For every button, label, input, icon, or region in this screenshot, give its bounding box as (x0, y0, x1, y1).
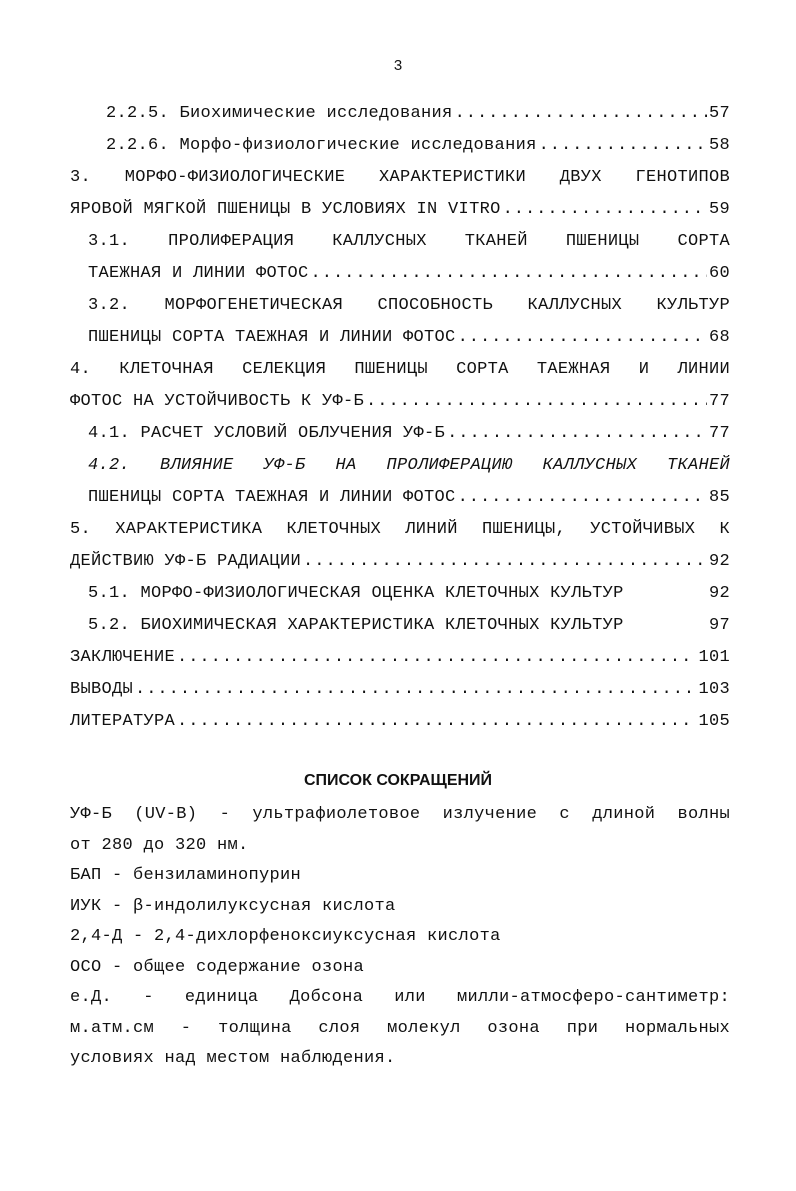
dot-leader (455, 98, 707, 130)
dot-leader (458, 322, 707, 354)
toc-entry-3-1-line1: 3.1. ПРОЛИФЕРАЦИЯ КАЛЛУСНЫХ ТКАНЕЙ ПШЕНИЦЫ СОРТА (88, 232, 730, 251)
toc-entry-page: 77 (708, 392, 730, 411)
toc-entry-2-2-5 (70, 98, 730, 130)
toc-entry-title: 4.1. РАСЧЕТ УСЛОВИЙ ОБЛУЧЕНИЯ УФ-Б (88, 424, 446, 443)
toc-entry-page: 103 (698, 680, 730, 699)
toc-entry-4-1 (70, 418, 730, 450)
toc-entry-page: 60 (708, 264, 730, 283)
toc-entry-3-line1: 3. МОРФО-ФИЗИОЛОГИЧЕСКИЕ ХАРАКТЕРИСТИКИ ДВУХ ГЕНОТИПОВ (70, 168, 730, 187)
dot-leader (447, 418, 707, 450)
toc-entry-title: ВЫВОДЫ (70, 680, 134, 699)
dot-leader (458, 482, 707, 514)
toc-entry-conclusion (70, 642, 730, 674)
toc-entry-5-2 (70, 610, 730, 642)
toc-entry-2-2-6 (70, 130, 730, 162)
toc-entry-title: ТАЕЖНАЯ И ЛИНИИ ФОТОС (88, 264, 309, 283)
toc-entry-title: 5.2. БИОХИМИЧЕСКАЯ ХАРАКТЕРИСТИКА КЛЕТОЧНЫХ КУЛЬТУР (88, 616, 624, 635)
abbreviation-line: от 280 до 320 нм. (70, 835, 249, 855)
dot-leader (135, 674, 696, 706)
toc-entry-page: 85 (708, 488, 730, 507)
toc-entry-title: ЯРОВОЙ МЯГКОЙ ПШЕНИЦЫ В УСЛОВИЯХ IN VITRO (70, 200, 501, 219)
abbreviation-line: ОСО - общее содержание озона (70, 957, 365, 977)
toc-entry-references (70, 706, 730, 738)
toc-entry-page: 77 (708, 424, 730, 443)
toc-entry-title: 2.2.5. Биохимические исследования (106, 104, 453, 123)
abbreviation-line: е.Д. - единица Добсона или милли-атмосферо-сантиметр: (70, 988, 730, 1007)
toc-entry-page: 97 (708, 616, 730, 635)
toc-entry-title: 2.2.6. Морфо-физиологические исследования (106, 136, 537, 155)
toc-entry-4 (70, 386, 730, 418)
abbreviation-line: ИУК - β-индолилуксусная кислота (70, 896, 396, 916)
dot-leader (503, 194, 707, 226)
toc-entry-title: 5.1. МОРФО-ФИЗИОЛОГИЧЕСКАЯ ОЦЕНКА КЛЕТОЧНЫХ КУЛЬТУР (88, 584, 624, 603)
toc-entry-page: 59 (708, 200, 730, 219)
abbreviations-title: СПИСОК СОКРАЩЕНИЙ (303, 772, 493, 789)
dot-leader (366, 386, 707, 418)
toc-entry-4-line1: 4. КЛЕТОЧНАЯ СЕЛЕКЦИЯ ПШЕНИЦЫ СОРТА ТАЕЖНАЯ И ЛИНИИ (70, 360, 730, 379)
toc-entry-3-2 (70, 322, 730, 354)
toc-entry-3-2-line1: 3.2. МОРФОГЕНЕТИЧЕСКАЯ СПОСОБНОСТЬ КАЛЛУСНЫХ КУЛЬТУР (88, 296, 730, 315)
toc-entry-title: ЗАКЛЮЧЕНИЕ (70, 648, 176, 667)
dot-leader (177, 706, 696, 738)
toc-entry-title: ПШЕНИЦЫ СОРТА ТАЕЖНАЯ И ЛИНИИ ФОТОС (88, 328, 456, 347)
abbreviation-line: БАП - бензиламинопурин (70, 866, 302, 885)
toc-entry-page: 101 (698, 648, 730, 667)
toc-entry-5-line1: 5. ХАРАКТЕРИСТИКА КЛЕТОЧНЫХ ЛИНИЙ ПШЕНИЦЫ, УСТОЙЧИВЫХ К (70, 520, 730, 539)
dot-leader (303, 546, 707, 578)
toc-entry-title: ЛИТЕРАТУРА (70, 712, 176, 731)
dot-leader (539, 130, 707, 162)
toc-entry-findings (70, 674, 730, 706)
page-number: 3 (393, 58, 403, 75)
toc-entry-title: ФОТОС НА УСТОЙЧИВОСТЬ К УФ-Б (70, 392, 365, 411)
toc-entry-page: 57 (708, 104, 730, 123)
toc-entry-page: 92 (708, 584, 730, 603)
dot-leader (177, 642, 696, 674)
abbreviation-line: условиях над местом наблюдения. (70, 1049, 396, 1068)
abbreviation-line: УФ-Б (UV-B) - ультрафиолетовое излучение с длиной волны (70, 805, 730, 824)
toc-entry-title: ДЕЙСТВИЮ УФ-Б РАДИАЦИИ (70, 552, 302, 571)
abbreviations-list (70, 800, 730, 1075)
abbreviation-line: 2,4-Д - 2,4-дихлорфеноксиуксусная кислота (70, 927, 501, 946)
toc-entry-4-2 (70, 482, 730, 514)
toc-entry-page: 58 (708, 136, 730, 155)
toc-entry-3 (70, 194, 730, 226)
toc-entry-page: 105 (698, 712, 730, 731)
toc-entry-page: 68 (708, 328, 730, 347)
table-of-contents (70, 98, 730, 738)
toc-entry-5 (70, 546, 730, 578)
toc-entry-4-2-line1: 4.2. ВЛИЯНИЕ УФ-Б НА ПРОЛИФЕРАЦИЮ КАЛЛУСНЫХ ТКАНЕЙ (88, 456, 730, 475)
dot-leader (311, 258, 707, 290)
toc-entry-3-1 (70, 258, 730, 290)
toc-entry-title: ПШЕНИЦЫ СОРТА ТАЕЖНАЯ И ЛИНИИ ФОТОС (88, 488, 456, 507)
toc-entry-5-1 (70, 578, 730, 610)
toc-entry-page: 92 (708, 552, 730, 571)
abbreviation-line: м.атм.см - толщина слоя молекул озона при нормальных (70, 1018, 730, 1038)
